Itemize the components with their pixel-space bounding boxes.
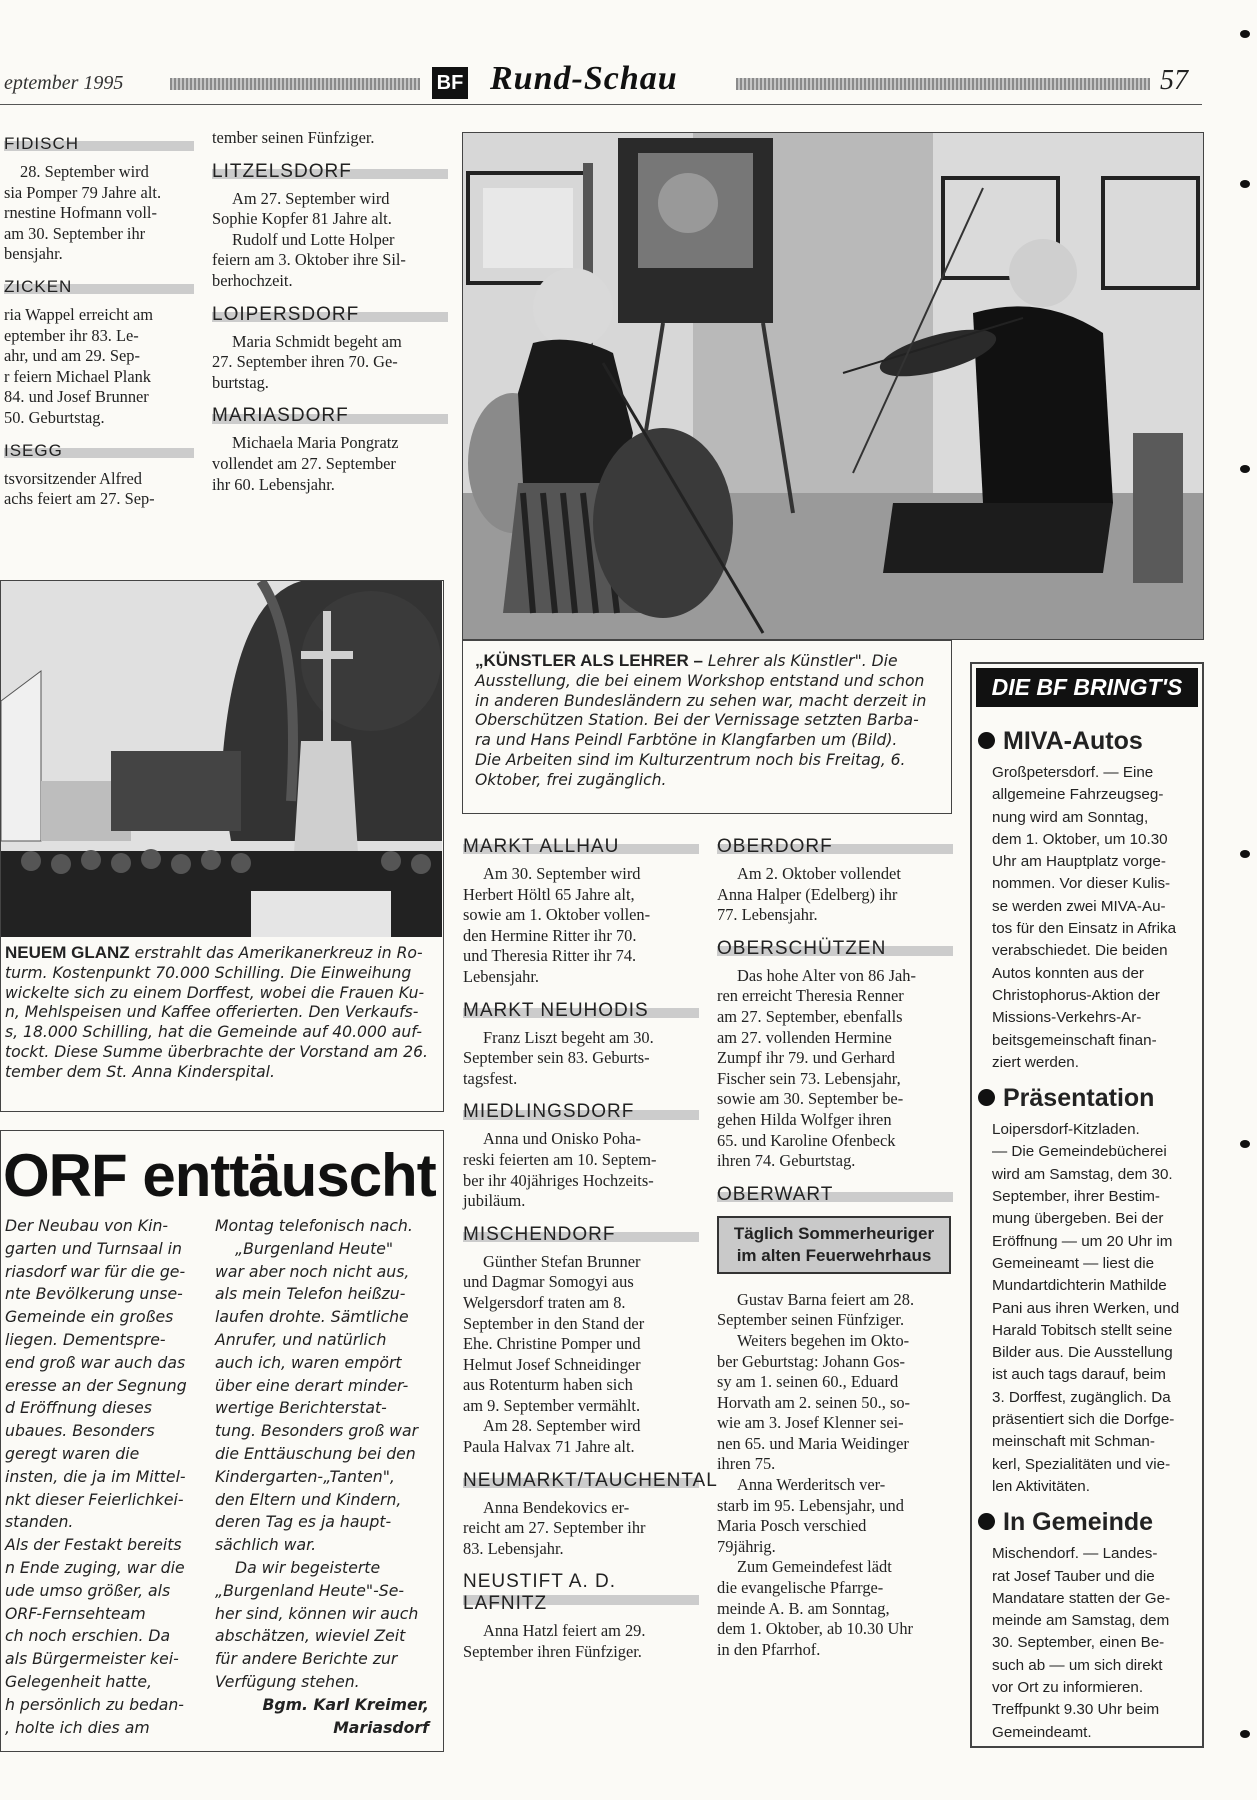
section-text: Am 2. Oktober vollendet Anna Halper (Edelberg) ihr 77. Lebensjahr.: [717, 864, 901, 925]
cross-caption: NEUEM GLANZ erstrahlt das Amerikanerkreuz in Ro- turm. Kostenpunkt 70.000 Schilling. Die Einweihung wickelte sich zu einem Dorffest, wobei die Frauen Ku- n, Mehlspeisen und Kaffee offerierten. Den Verkaufs- s, 18.000 Schilling, hat die Gemeinde auf 40.000 auf- tockt. Diese Summe überbrachte der Vorstand am 26. tember dem St. Anna Kinderspital.: [5, 943, 428, 1081]
musicians-photo: [462, 132, 1204, 640]
continuation-text: tember seinen Fünfziger.: [212, 128, 375, 147]
cross-illustration: [1, 581, 442, 937]
section-text: ria Wappel erreicht am eptember ihr 83. Le- ahr, und am 29. Sep- r feiern Michael Plank 84. und Josef Brunner 50. Geburtstag.: [4, 304, 154, 427]
section-text: 28. September wird sia Pomper 79 Jahre alt. rnestine Hofmann voll- am 30. September ihr bensjahr.: [4, 162, 162, 264]
sidebar-heading: MIVA-Autos: [978, 727, 1196, 756]
section-text: Am 30. September wird Herbert Höltl 65 Jahre alt, sowie am 1. Oktober vollen- den Hermine Ritter ihr 70. und Theresia Ritter ihr 74. Lebensjahr.: [463, 864, 651, 986]
sidebar-text: Loipersdorf-Kitzladen. — Die Gemeindebücherei wird am Samstag, dem 30. September, ihrer Bestim- mung übergeben. Bei der Eröffnung — um 20 Uhr im Gemeineamt — liest die Mundartdichterin Mathilde Pani aus ihren Werken, und Harald Tobitsch stellt seine Bilder aus. Die Ausstellung ist auch tags darauf, beim 3. Dorffest, zugänglich. Da präsentiert sich die Dorfge- meinschaft mit Schman- kerl, Spezialitäten und vie- len Aktivitäten.: [992, 1121, 1180, 1495]
bullet-icon: [978, 732, 995, 749]
bf-bringts-box: [970, 662, 1204, 1748]
scan-mark: [1240, 30, 1250, 38]
section-heading: MARKT ALLHAU: [463, 836, 699, 858]
musicians-illustration: [463, 133, 1204, 640]
sidebar-text: Großpetersdorf. — Eine allgemeine Fahrzeugseg- nung wird am Sonntag, dem 1. Oktober, um 10.30 Uhr am Hauptplatz vorge- nommen. Vor dieser Kulis- se werden zwei MIVA-Au- tos für den Einsatz in Afrika verabschiedet. Die beiden Autos konnten aus der Christophorus-Aktion der Missions-Verkehrs-Ar- beitsgemeinschaft finan- ziert werden.: [992, 764, 1177, 1071]
article-headline: ORF enttäuscht: [3, 1142, 436, 1209]
section-heading: ISEGG: [4, 441, 194, 461]
section-heading: FIDISCH: [4, 134, 194, 154]
issue-date: eptember 1995: [4, 72, 124, 94]
left-column: [4, 134, 194, 510]
bullet-icon: [978, 1513, 995, 1530]
section-text: Franz Liszt begeht am 30. September sein 83. Geburts- tagsfest.: [463, 1027, 654, 1088]
section-text: Maria Schmidt begeht am 27. September ihren 70. Ge- burtstag.: [212, 331, 402, 392]
publication-name: Rund-Schau: [490, 60, 678, 97]
signature-place: Mariasdorf: [333, 1717, 429, 1737]
section-heading: OBERDORF: [717, 836, 953, 858]
section-text: Günther Stefan Brunner und Dagmar Somogyi aus Welgersdorf traten am 8. September in den Stand der Ehe. Christine Pomper und Helmut Josef Schneidinger aus Rotenturm haben sich am 9. September vermählt. Am 28. September wird Paula Halvax 71 Jahre alt.: [463, 1251, 645, 1457]
scan-mark: [1240, 1730, 1250, 1738]
section-text: Anna und Onisko Poha- reski feierten am 10. Septem- ber ihr 40jähriges Hochzeits- jubiläum.: [463, 1129, 657, 1211]
scan-mark: [1240, 180, 1250, 188]
sidebar-text: Mischendorf. — Landes- rat Josef Tauber und die Mandatare statten der Ge- meinde am Samstag, dem 30. September, einen Be- such ab — um sich direkt vor Ort zu informieren. Treffpunkt 9.30 Uhr beim Gemeindeamt.: [992, 1545, 1171, 1741]
cross-photo-frame: [0, 580, 444, 1112]
sidebar-title: DIE BF BRINGT'S: [976, 668, 1198, 707]
section-heading: NEUMARKT/TAUCHENTAL: [463, 1469, 718, 1491]
signature: Bgm. Karl Kreimer,: [262, 1694, 429, 1714]
heuriger-box: Täglich Sommerheuriger im alten Feuerwehrhaus: [717, 1216, 951, 1274]
section-text: Michaela Maria Pongratz vollendet am 27. September ihr 60. Lebensjahr.: [212, 433, 399, 494]
section-text: Anna Hatzl feiert am 29. September ihren Fünfziger.: [463, 1621, 646, 1662]
section-heading: MIEDLINGSDORF: [463, 1101, 699, 1123]
bf-logo: BF: [432, 67, 468, 99]
section-heading: LOIPERSDORF: [212, 304, 448, 326]
bullet-icon: [978, 1089, 995, 1106]
sidebar-heading: Präsentation: [978, 1084, 1196, 1113]
second-column: [212, 128, 444, 495]
cross-photo: [1, 581, 442, 937]
section-text: tsvorsitzender Alfred achs feiert am 27. Sep-: [4, 468, 155, 509]
scan-mark: [1240, 465, 1250, 473]
section-heading: MARKT NEUHODIS: [463, 1000, 699, 1022]
middle-column: [463, 836, 718, 1663]
section-heading: OBERWART: [717, 1184, 953, 1206]
section-text: Gustav Barna feiert am 28. September seinen Fünfziger. Weiters begehen im Okto- ber Geburtstag: Johann Gos- sy am 1. seinen 60., Eduard Horvath am 2. seinen 50., so- wie am 3. Josef Klenner sei- nen 65. und Maria Weidinger ihren 75. Anna Werderitsch ver- starb im 95. Lebensjahr, und Maria Posch verschied 79jährig. Zum Gemeindefest lädt die evangelische Pfarrge- meinde A. B. am Sonntag, dem 1. Oktober, ab 10.30 Uhr in den Pfarrhof.: [717, 1289, 915, 1659]
article-col-2: Montag telefonisch nach. „Burgenland Heute" war aber noch nicht aus, als mein Telefon heißzu- laufen drohte. Sämtliche Anrufer, und natürlich auch ich, waren empört über eine derart minder- wertige Berichterstat- tung. Besonders groß war die Enttäuschung bei den Kindergarten-„Tanten", den Eltern und Kindern, deren Tag es ja haupt- sächlich war. Da wir begeisterte „Burgenland Heute"-Se- her sind, können wir auch abschätzen, wieviel Zeit für andere Berichte zur Verfügung stehen. Bgm. Karl Kreimer, Mariasdorf: [215, 1215, 435, 1739]
section-heading: MARIASDORF: [212, 405, 448, 427]
section-heading: NEUSTIFT A. D. LAFNITZ: [463, 1571, 699, 1615]
section-heading: ZICKEN: [4, 277, 194, 297]
section-heading: MISCHENDORF: [463, 1224, 699, 1246]
right-column: [717, 836, 953, 1660]
page-number: 57: [1160, 65, 1188, 96]
header-divider: [0, 104, 1202, 105]
page-header: [0, 62, 1210, 106]
scan-mark: [1240, 850, 1250, 858]
sidebar-heading: In Gemeinde: [978, 1508, 1196, 1537]
section-heading: LITZELSDORF: [212, 161, 448, 183]
article-col-1: Der Neubau von Kin- garten und Turnsaal in riasdorf war für die ge- nte Bevölkerung unse- Gemeinde ein großes liegen. Dementspre- end groß war auch das eresse an der Segnung d Eröffnung dieses ubaues. Besonders geregt waren die insten, die ja im Mittel- nkt dieser Feierlichkei- standen. Als der Festakt bereits n Ende zuging, war die ude umso größer, als ORF-Fernsehteam ch noch erschien. Da als Bürgermeister kei- Gelegenheit hatte, h persönlich zu bedan- , holte ich dies am: [5, 1216, 187, 1737]
section-text: Das hohe Alter von 86 Jah- ren erreicht Theresia Renner am 27. September, ebenfalls am 27. vollenden Hermine Zumpf ihr 79. und Gerhard Fischer sein 73. Lebensjahr, sowie am 30. September be- gehen Hilda Wolfger ihren 65. und Karoline Ofenbeck ihren 74. Geburtstag.: [717, 965, 916, 1171]
section-text: Am 27. September wird Sophie Kopfer 81 Jahre alt. Rudolf und Lotte Holper feiern am 3. Oktober ihre Sil- berhochzeit.: [212, 188, 406, 290]
cross-caption-lead: NEUEM GLANZ: [5, 943, 130, 962]
photo-caption-box: [462, 640, 952, 814]
orf-article: [0, 1130, 444, 1752]
caption-lead: „KÜNSTLER ALS LEHRER –: [475, 651, 703, 670]
photo-caption: „KÜNSTLER ALS LEHRER – Lehrer als Künstler". Die Ausstellung, die bei einem Workshop entstand und schon in anderen Bundesländern zu sehen war, macht derzeit in Oberschützen Station. Bei der Vernissage setzten Barba- ra und Hans Peindl Farbtöne in Klangfarben um (Bild). Die Arbeiten sind im Kulturzentrum noch bis Freitag, 6. Oktober, frei zugänglich.: [475, 651, 927, 789]
section-text: Anna Bendekovics er- reicht am 27. September ihr 83. Lebensjahr.: [463, 1497, 646, 1558]
header-rule-right: [736, 78, 1150, 90]
section-heading: OBERSCHÜTZEN: [717, 938, 953, 960]
scan-mark: [1240, 1140, 1250, 1148]
header-rule-left: [170, 78, 420, 90]
